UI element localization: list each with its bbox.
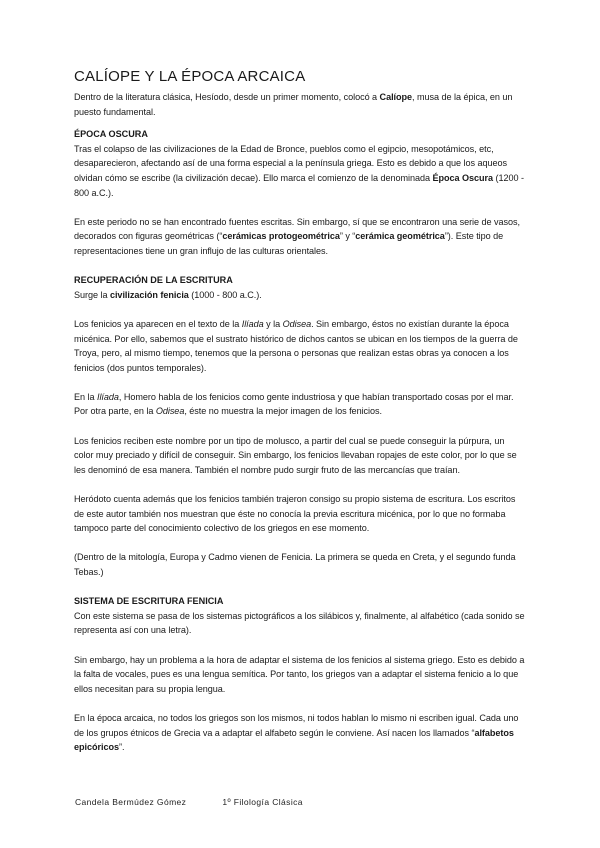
section-heading-sistema-fenicia: SISTEMA DE ESCRITURA FENICIA (74, 596, 224, 607)
paragraph: Los fenicios ya aparecen en el texto de la Ilíada y la Odisea. Sin embargo, éstos no existían durante la época micénica. Por ello, sabemos que el sustrato histórico de dichos cantos se ubican en los tiempos de la guerra de Troya, pero, al mismo tiempo, tenemos que la persona o personas que realizan estas obras ya conocen a los fenicios (dos puntos temporales). (74, 318, 518, 373)
paragraph: Tras el colapso de las civilizaciones de la Edad de Bronce, pueblos como el egipcio, mesopotámicos, etc, desaparecieron, afectando así de una forma especial a la península griega. Esto es debido a que los aqueos olvidan cómo se escribe (la civilización decae). Ello marca el comienzo de la denominada Época Oscura (1200 - 800 a.C.). (74, 143, 524, 198)
subheading-line: Surge la civilización fenicia (1000 - 800 a.C.). (74, 289, 262, 300)
section-heading-epoca-oscura: ÉPOCA OSCURA (74, 129, 148, 140)
paragraph: Los fenicios reciben este nombre por un tipo de molusco, a partir del cual se puede conseguir la púrpura, un color muy preciado y difícil de conseguir. Sin embargo, los fenicios llevaban ropajes de este color, por lo que se les denominó de esa manera. También el nombre pudo surgir fruto de las mercancías que traían. (74, 435, 517, 475)
footer-course: 1º Filología Clásica (222, 797, 303, 807)
paragraph: En la Ilíada, Homero habla de los fenicios como gente industriosa y que habían transportado cosas por el mar. Por otra parte, en la Odisea, éste no muestra la mejor imagen de los fenicios. (74, 391, 514, 417)
document-page (74, 68, 526, 755)
page-footer (75, 797, 303, 807)
section-heading-recuperacion: RECUPERACIÓN DE LA ESCRITURA (74, 275, 233, 286)
paragraph: Sin embargo, hay un problema a la hora de adaptar el sistema de los fenicios al sistema griego. Esto es debido a la falta de vocales, pues es una lengua semítica. Por tanto, los griegos van a adaptar el sistema fenicio a lo que ellos necesitan para su propia lengua. (74, 654, 525, 694)
paragraph: Heródoto cuenta además que los fenicios también trajeron consigo su propio sistema de escritura. Los escritos de este autor también nos muestran que éste no conocía la previa escritura micénica, por lo que no formaba tampoco parte del conocimiento colectivo de los griegos en ese momento. (74, 494, 516, 534)
footer-author: Candela Bermúdez Gómez (75, 797, 187, 807)
paragraph: En este periodo no se han encontrado fuentes escritas. Sin embargo, sí que se encontraron una serie de vasos, decorados con figuras geométricas (“cerámicas protogeométrica” y “cerámica geométrica”). Este tipo de representaciones tiene un gran influjo de las culturas orientales. (74, 216, 520, 256)
paragraph: En la época arcaica, no todos los griegos son los mismos, ni todos hablan lo mismo ni escriben igual. Cada uno de los grupos étnicos de Grecia va a adaptar el alfabeto según le convienе. Así nacen los llamados “alfabetos epicóricos”. (74, 712, 519, 753)
intro-paragraph: Dentro de la literatura clásica, Hesíodo, desde un primer momento, colocó a Calíope, musa de la épica, en un puesto fundamental. (74, 92, 513, 117)
paragraph: (Dentro de la mitología, Europa y Cadmo vienen de Fenicia. La primera se queda en Creta, y el segundo funda Tebas.) (74, 552, 516, 577)
page-title: CALÍOPE Y LA ÉPOCA ARCAICA (74, 68, 306, 85)
paragraph: Con este sistema se pasa de los sistemas pictográficos a los silábicos y, finalmente, al alfabético (cada sonido se representa así con una letra). (74, 610, 525, 636)
